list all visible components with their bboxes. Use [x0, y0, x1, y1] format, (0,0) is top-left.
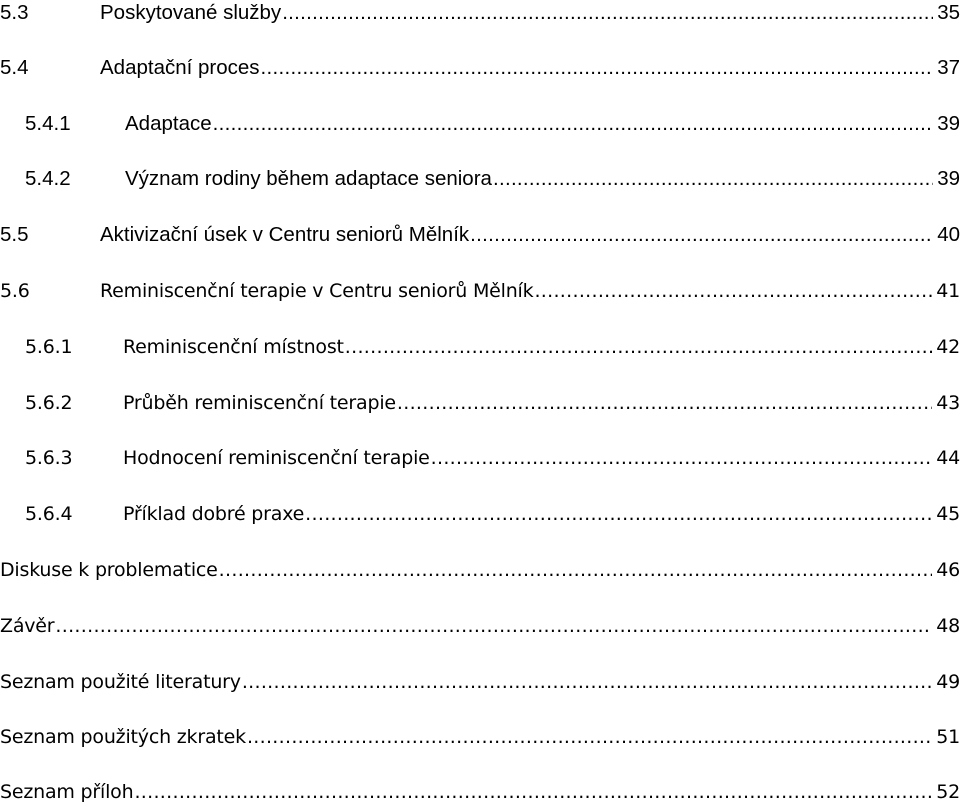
toc-entry[interactable]: [0, 555, 960, 585]
dot-leader: [304, 499, 932, 529]
toc-entry-page: 35: [937, 1, 960, 24]
toc-entry[interactable]: [0, 332, 960, 362]
toc-entry-title: Diskuse k problematice: [0, 559, 218, 581]
toc-entry[interactable]: [0, 611, 960, 641]
dot-leader: [54, 611, 932, 641]
dot-leader: [533, 276, 932, 306]
toc-entry-page: 44: [936, 447, 960, 469]
toc-entry[interactable]: [0, 276, 960, 306]
toc-entry[interactable]: [0, 53, 960, 83]
toc-entry-page: 52: [936, 781, 960, 803]
toc-entry[interactable]: [0, 220, 960, 250]
toc-entry[interactable]: [0, 164, 960, 194]
toc-entry-page: 45: [936, 503, 960, 525]
toc-entry-number: 5.3: [0, 1, 29, 24]
toc-entry[interactable]: [0, 443, 960, 473]
toc-entry-title: Aktivizační úsek v Centru seniorů Mělník: [100, 223, 470, 246]
toc-entry-number: 5.4.2: [25, 167, 71, 190]
toc-entry-number: 5.6.3: [25, 447, 73, 469]
toc-entry-title: Reminiscenční terapie v Centru seniorů Mělník: [100, 280, 534, 302]
toc-entry-page: 40: [937, 223, 960, 246]
dot-leader: [396, 388, 932, 418]
toc-entry-number: 5.6.4: [25, 503, 73, 525]
toc-entry-title: Seznam použitých zkratek: [0, 726, 246, 748]
dot-leader: [344, 332, 932, 362]
dot-leader: [133, 777, 932, 807]
toc-entry-title: Závěr: [0, 615, 55, 637]
dot-leader: [260, 53, 934, 83]
dot-leader: [212, 109, 934, 139]
toc-entry[interactable]: [0, 388, 960, 418]
toc-entry-page: 42: [936, 336, 960, 358]
toc-entry-page: 48: [936, 615, 960, 637]
toc-entry-page: 39: [937, 167, 960, 190]
toc-entry-title: Příklad dobré praxe: [123, 503, 305, 525]
toc-entry-number: 5.4: [0, 56, 29, 79]
toc-entry-title: Seznam použité literatury: [0, 671, 241, 693]
dot-leader: [430, 443, 933, 473]
dot-leader: [281, 0, 933, 28]
toc-entry-page: 49: [936, 671, 960, 693]
toc-entry-page: 46: [936, 559, 960, 581]
toc-entry[interactable]: [0, 722, 960, 752]
dot-leader: [469, 220, 933, 250]
toc-entry[interactable]: [0, 109, 960, 139]
toc-entry[interactable]: [0, 777, 960, 807]
toc-entry-number: 5.6: [0, 280, 30, 302]
toc-entry-title: Význam rodiny během adaptace seniora: [125, 167, 492, 190]
toc-entry-number: 5.4.1: [25, 112, 71, 135]
toc-entry-title: Průběh reminiscenční terapie: [123, 392, 396, 414]
toc-entry-title: Seznam příloh: [0, 781, 134, 803]
dot-leader: [246, 722, 932, 752]
toc-entry-title: Poskytované služby: [100, 1, 282, 24]
toc-entry-title: Adaptační proces: [100, 56, 260, 79]
toc-entry-page: 39: [937, 112, 960, 135]
toc-entry-title: Adaptace: [125, 112, 212, 135]
toc-entry-title: Hodnocení reminiscenční terapie: [123, 447, 430, 469]
dot-leader: [241, 667, 932, 697]
toc-entry-page: 41: [936, 280, 960, 302]
toc-entry[interactable]: [0, 499, 960, 529]
toc-entry-page: 51: [936, 726, 960, 748]
dot-leader: [218, 555, 933, 585]
dot-leader: [492, 164, 933, 194]
toc-entry-page: 37: [937, 56, 960, 79]
toc-entry-page: 43: [936, 392, 960, 414]
toc-entry[interactable]: [0, 0, 960, 28]
toc-entry-number: 5.6.2: [25, 392, 73, 414]
toc-entry-number: 5.6.1: [25, 336, 73, 358]
toc-entry-number: 5.5: [0, 223, 29, 246]
toc-entry-title: Reminiscenční místnost: [123, 336, 344, 358]
toc-entry[interactable]: [0, 667, 960, 697]
